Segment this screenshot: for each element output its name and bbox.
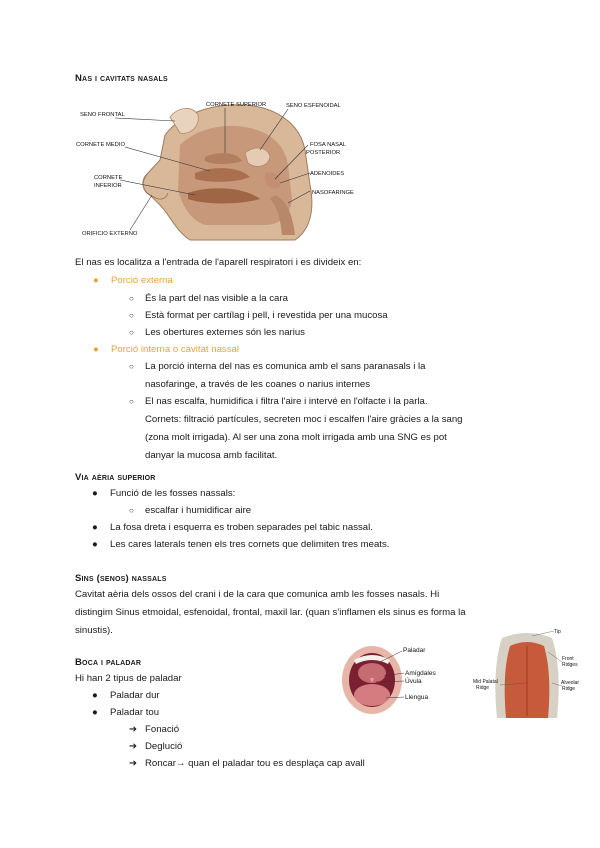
bullet-porcio-externa: ● Porció externa bbox=[111, 272, 173, 290]
label-paladar: Paladar bbox=[403, 647, 426, 654]
label-fosa-posterior: POSTERIOR bbox=[306, 150, 341, 156]
label-mid-palatal-2: Ridge bbox=[476, 685, 490, 691]
sphenoid-sinus-shape bbox=[245, 148, 270, 166]
label-amigdales: Amígdales bbox=[405, 670, 436, 677]
section-title-boca: Boca i paladar bbox=[75, 657, 142, 668]
label-cornete-superior: CORNETE SUPERIOR bbox=[206, 102, 267, 108]
arrow-item: ➔ Fonació bbox=[129, 724, 180, 735]
label-seno-frontal: SENO FRONTAL bbox=[80, 112, 125, 118]
label-llengua: Llengua bbox=[405, 694, 429, 701]
boca-intro: Hi han 2 tipus de paladar bbox=[75, 673, 182, 684]
nas-intro: El nas es localitza a l'entrada de l'aparell respiratori i es divideix en: bbox=[75, 257, 362, 268]
palate-illustration bbox=[472, 628, 582, 728]
label-alveolar-1: Alveolar bbox=[561, 680, 580, 686]
label-tip: Tip bbox=[554, 629, 561, 635]
label-cornete-inferior-1: CORNETE bbox=[94, 175, 123, 181]
list-item: ● La fosa dreta i esquerra es troben separades pel tabic nassal. bbox=[92, 522, 373, 533]
sub-item-funcions: ○ El nas escalfa, humidifica i filtra l'aire i intervé en l'olfacte i la parla. Cornets: filtració partícules, secreten moc i escalfen l'aire gràcies a la sang (zona molt irrigada). Al ser una zona molt irrigada amb una SNG es pot danyar la mucosa amb facilitat. bbox=[129, 396, 463, 461]
label-front-ridges-2: Ridges bbox=[562, 662, 578, 668]
list-item: ● Funció de les fosses nassals: bbox=[92, 488, 236, 499]
arrow-item: ➔ Roncar→ quan el paladar tou es desplaça cap avall bbox=[129, 758, 365, 769]
sub-item: ○ És la part del nas visible a la cara bbox=[129, 293, 288, 304]
bullet-dot: ● bbox=[93, 275, 99, 286]
tongue-shape bbox=[354, 684, 390, 706]
label-alveolar-2: Ridge bbox=[562, 686, 576, 692]
nasal-cavity-illustration bbox=[70, 95, 370, 245]
bullet-porcio-interna: ● Porció interna o cavitat nassal bbox=[111, 341, 239, 359]
label-fosa-nasal: FOSA NASAL bbox=[310, 142, 347, 148]
sub-item: ○ escalfar i humidificar aire bbox=[129, 505, 252, 516]
list-item: ● Les cares laterals tenen els tres cornets que delimiten tres meats. bbox=[92, 539, 390, 550]
label-uvula: Úvula bbox=[405, 678, 422, 685]
label-front-ridges-1: Front bbox=[562, 656, 574, 662]
arrow-item: ➔ Deglució bbox=[129, 741, 183, 752]
label-cornete-medio: CORNETE MEDIO bbox=[76, 142, 125, 148]
label-nasofaringe: NASOFARINGE bbox=[312, 190, 354, 196]
label-mid-palatal-1: Mid Palatal bbox=[473, 679, 498, 685]
mouth-illustration bbox=[340, 640, 460, 725]
bullet-dot: ● bbox=[93, 344, 99, 355]
sub-item: ○ Les obertures externes són les narius bbox=[129, 327, 305, 338]
list-item: ● Paladar tou bbox=[92, 707, 160, 718]
label-cornete-inferior-2: INFERIOR bbox=[94, 183, 122, 189]
sub-item: ○ Està format per cartílag i pell, i revestida per una mucosa bbox=[129, 310, 388, 321]
sub-item-comunicacio: ○ La porció interna del nas es comunica amb el sans paranasals i la nasofaringe, a través de les coanes o narius internes bbox=[129, 361, 426, 390]
list-item: ● Paladar dur bbox=[92, 690, 160, 701]
label-seno-esfenoidal: SENO ESFENOIDAL bbox=[286, 103, 341, 109]
section-title-nas: Nas i cavitats nasals bbox=[75, 73, 168, 84]
label-orificio-externo: ORIFICIO EXTERNO bbox=[82, 231, 138, 237]
sins-paragraph: Cavitat aèria dels ossos del crani i de la cara que comunica amb les fosses nasals. Hi distingim Sinus etmoidal, esfenoidal, frontal, maxil lar. (quan s'inflamen els sinus es forma la sinustis). bbox=[75, 589, 466, 636]
label-adenoides: ADENOIDES bbox=[310, 171, 345, 177]
section-title-via-aeria: Via aèria superior bbox=[75, 472, 156, 483]
section-title-sins: Sins (senos) nassals bbox=[75, 573, 167, 584]
